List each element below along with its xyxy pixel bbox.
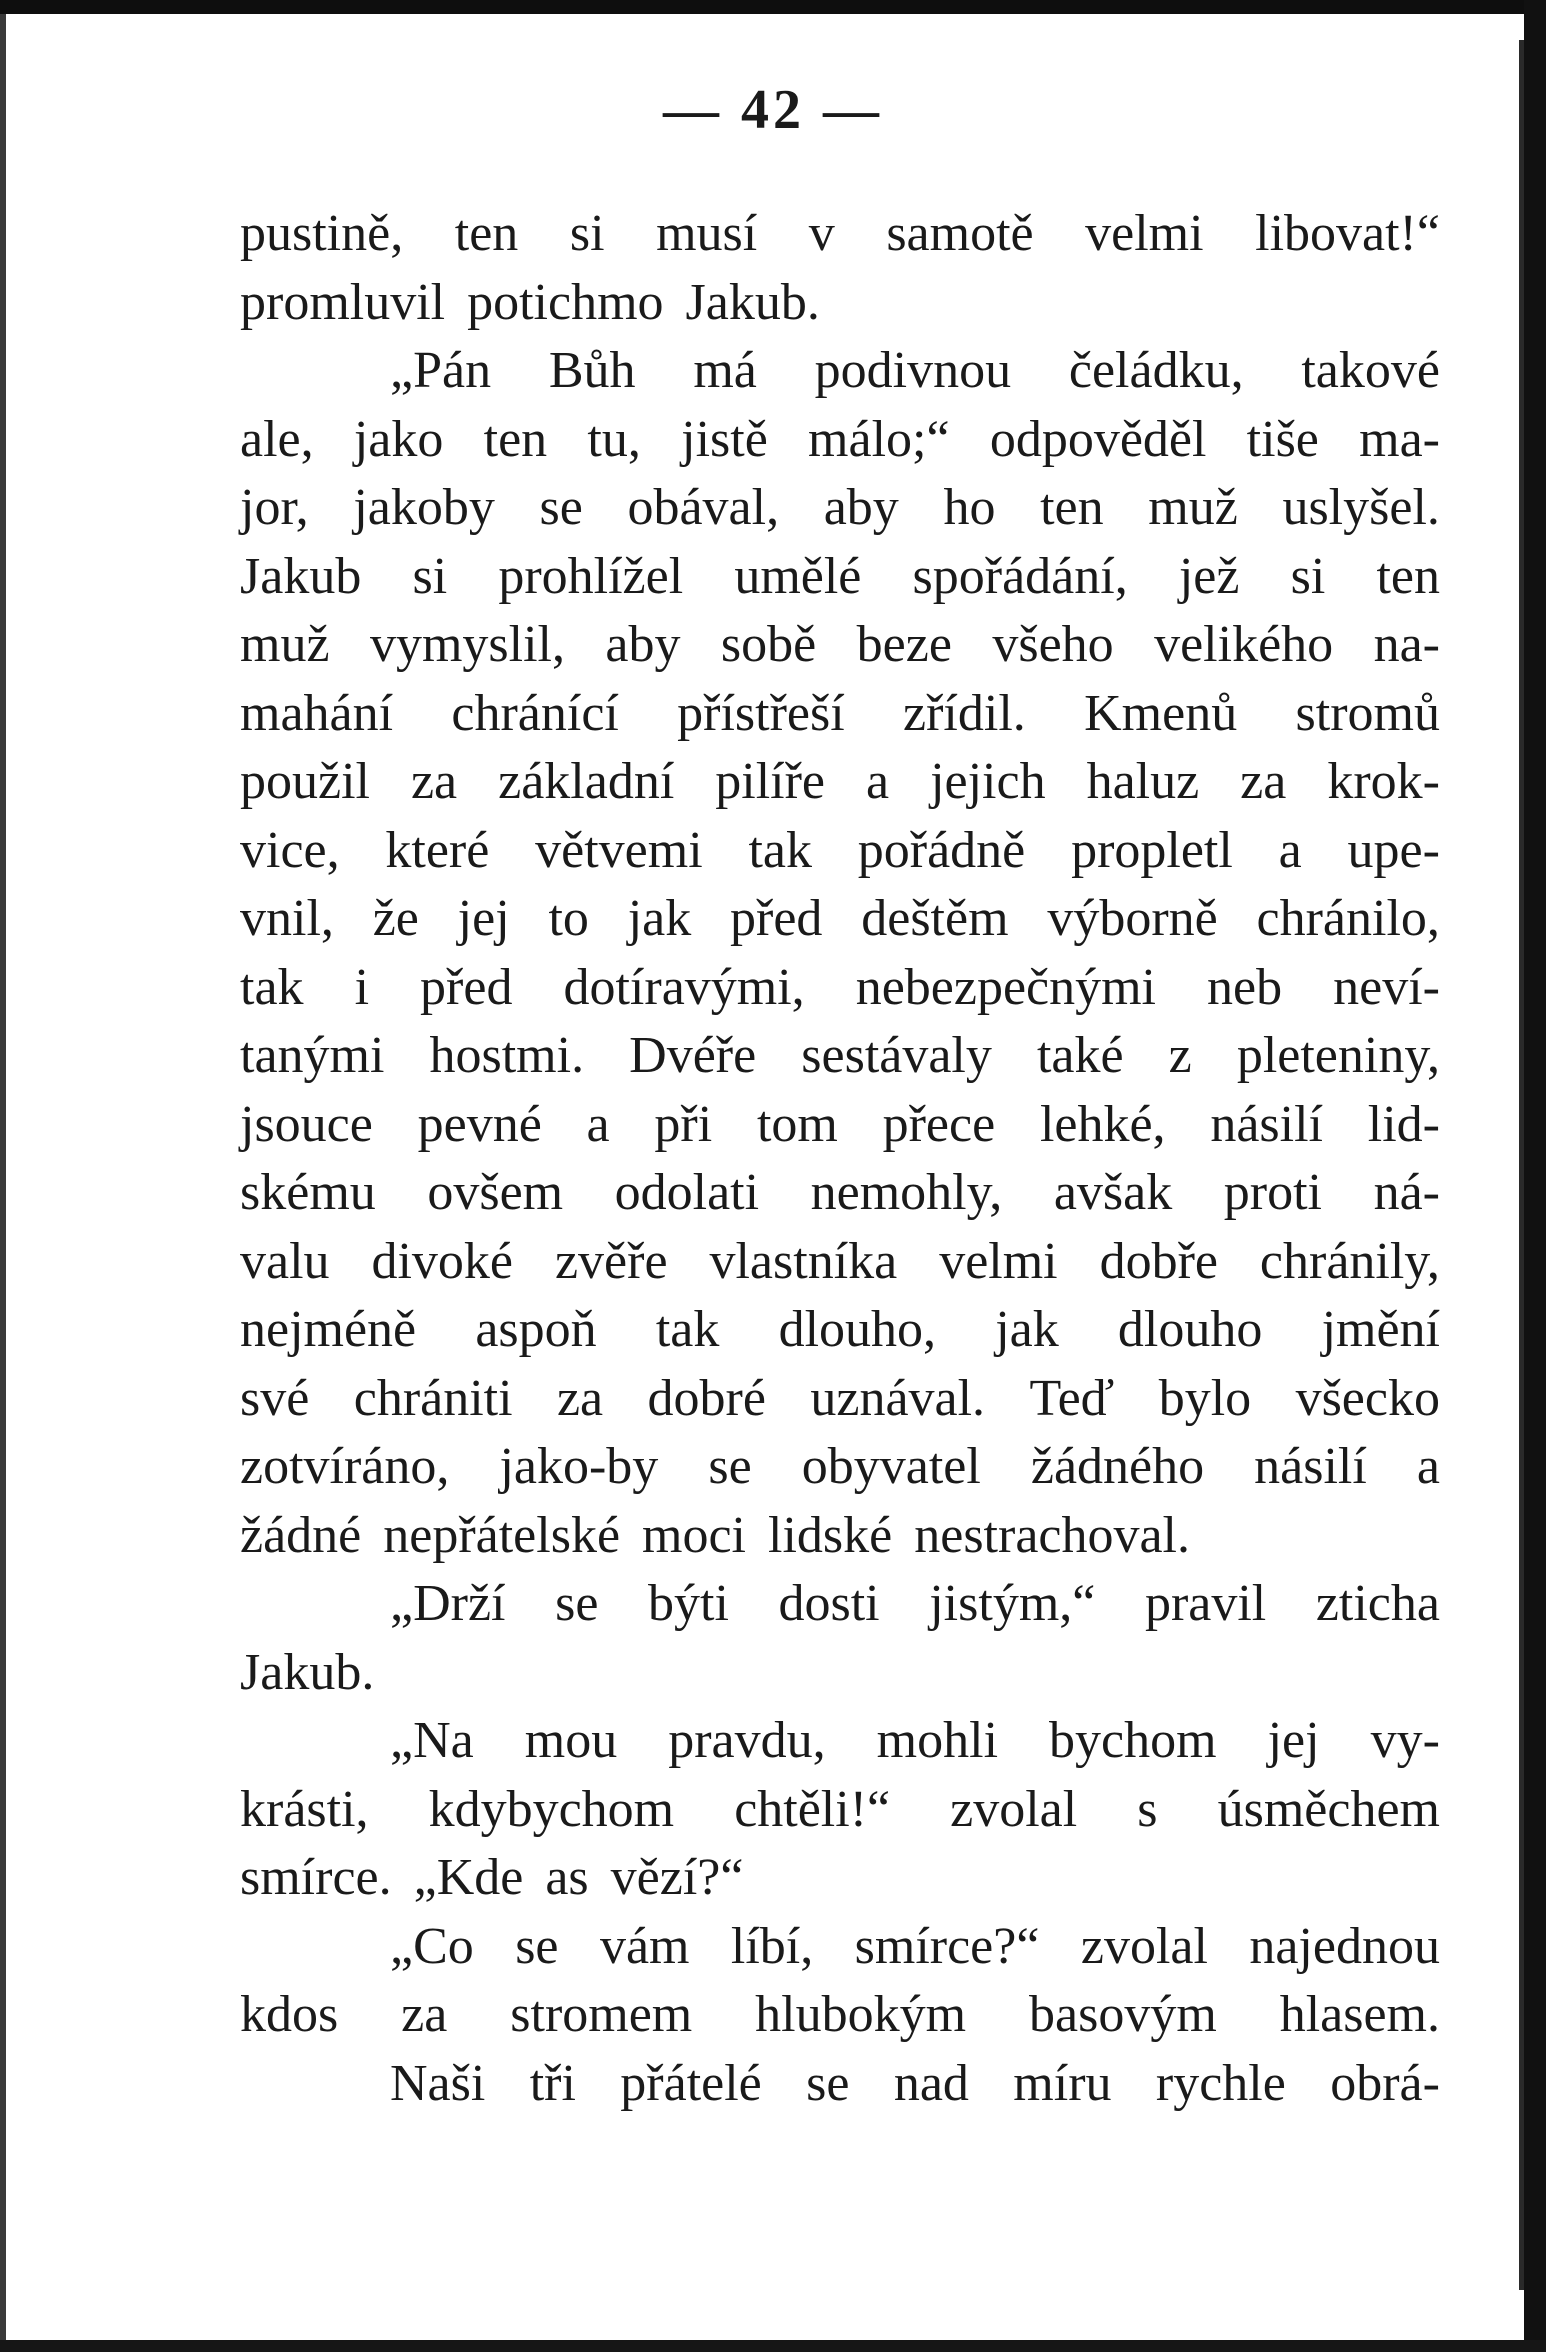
word: aby (605, 616, 681, 673)
word: jež (1178, 547, 1240, 605)
word: Naši (390, 2054, 486, 2112)
word: všeho (992, 616, 1114, 673)
word: obrá- (1330, 2054, 1440, 2112)
word: se (555, 1575, 599, 1632)
word: za (1240, 753, 1287, 810)
word: jej (457, 890, 510, 947)
word: pravil (1144, 1575, 1267, 1632)
word: krásti, (240, 1780, 369, 1838)
word: v (808, 205, 835, 262)
text-line (240, 1228, 1440, 1297)
word: chránící (451, 684, 619, 742)
word: za (556, 1369, 604, 1427)
word: nemohly, (810, 1164, 1003, 1221)
word: Jakub (240, 547, 362, 605)
word: velikého (1154, 616, 1334, 673)
text-line (240, 269, 1440, 338)
word: „Drží (390, 1575, 506, 1632)
word: před (730, 890, 823, 947)
word: mou (524, 1712, 618, 1769)
word: prohlížel (498, 547, 684, 605)
word: žádného (1030, 1438, 1205, 1495)
word: pustině, (240, 205, 404, 262)
word: ten (483, 410, 548, 468)
word: nebezpečnými (855, 958, 1156, 1016)
text-line (240, 1433, 1440, 1502)
word: beze (856, 616, 952, 673)
word: chrániti (353, 1369, 513, 1427)
word: si (1290, 547, 1326, 605)
text-line (240, 1776, 1440, 1845)
text-line (240, 1091, 1440, 1160)
text-line (240, 611, 1440, 680)
word: kdos (240, 1986, 339, 2043)
text-line (240, 1844, 1440, 1913)
word: násilí (1254, 1438, 1367, 1495)
text-line (240, 1981, 1440, 2050)
word: výborně (1047, 890, 1218, 947)
word: propletl (1071, 821, 1233, 879)
scan-edge-bottom (0, 2340, 1546, 2352)
text-line (240, 954, 1440, 1023)
word: si (569, 205, 605, 262)
word: ten (454, 205, 519, 262)
word: valu (240, 1232, 330, 1290)
word: vnil, (240, 890, 334, 947)
word: jsouce (240, 1095, 373, 1153)
word: jak (627, 890, 692, 947)
word: vymyslil, (369, 616, 565, 673)
word: jak (995, 1301, 1059, 1358)
word: jej (1267, 1712, 1320, 1769)
word: uznával. (810, 1369, 986, 1427)
word: potichmo (467, 273, 664, 331)
word: lid- (1367, 1095, 1440, 1153)
text-line (240, 200, 1440, 269)
word: haluz (1086, 753, 1200, 810)
word: při (654, 1095, 713, 1153)
word: míru (1013, 2054, 1112, 2112)
word: ten (1376, 547, 1440, 605)
text-line (240, 337, 1440, 406)
word: za (410, 753, 458, 810)
word: a (1416, 1438, 1440, 1495)
word: moci (642, 1506, 747, 1564)
word: zotvíráno, (240, 1438, 450, 1495)
word: dlouho, (778, 1301, 937, 1358)
word: pravdu, (668, 1712, 826, 1769)
word: ná- (1373, 1164, 1440, 1221)
word: dobře (1099, 1232, 1218, 1290)
word: spořádání, (912, 547, 1128, 605)
word: jako-by (499, 1438, 659, 1495)
word: větvemi (535, 821, 703, 879)
word: a (865, 753, 890, 810)
word: libovat!“ (1255, 205, 1440, 262)
word: najednou (1249, 1917, 1440, 1975)
text-line (240, 1707, 1440, 1776)
word: hlubokým (755, 1986, 967, 2043)
word: jor, (240, 479, 309, 536)
word: podivnou (814, 342, 1012, 399)
word: umělé (734, 547, 862, 605)
word: basovým (1029, 1986, 1217, 2043)
word: nad (893, 2054, 969, 2112)
word: promluvil (240, 273, 446, 331)
scan-edge-right-shadow (1519, 40, 1524, 2290)
word: a (1278, 821, 1302, 879)
word: dobré (647, 1369, 766, 1427)
word: krok- (1327, 753, 1440, 810)
word: i (354, 958, 370, 1016)
word: čeládku, (1068, 342, 1244, 399)
word: přístřeší (677, 684, 845, 742)
word: zvolal (950, 1780, 1078, 1838)
word: Dvéře (629, 1027, 757, 1084)
word: se (539, 479, 583, 536)
word: dotíravými, (563, 958, 805, 1016)
word: dosti (778, 1575, 880, 1632)
word: „Pán (390, 342, 492, 399)
text-line (240, 474, 1440, 543)
word: žádné (240, 1506, 362, 1564)
word: ma- (1359, 410, 1440, 468)
word: tři (529, 2054, 576, 2112)
word: před (420, 958, 513, 1016)
word: zřídil. (903, 684, 1026, 742)
word: Jakub. (240, 1643, 375, 1701)
word: obyvatel (801, 1438, 981, 1495)
word: málo;“ (808, 410, 950, 468)
word: tak (748, 821, 812, 879)
text-line (240, 1159, 1440, 1228)
word: se (806, 2054, 850, 2112)
word: mohli (876, 1712, 999, 1769)
word: vy- (1370, 1712, 1440, 1769)
word: odpověděl (989, 410, 1207, 468)
word: muž (240, 616, 330, 673)
word: hostmi. (429, 1027, 585, 1084)
word: dlouho (1117, 1301, 1263, 1358)
text-line (240, 543, 1440, 612)
word: jakoby (353, 479, 495, 536)
word: bychom (1049, 1712, 1217, 1769)
text-line (240, 1022, 1440, 1091)
word: vlastníka (709, 1232, 898, 1290)
word: smírce. (240, 1849, 392, 1906)
word: přece (882, 1095, 996, 1153)
word: muž (1148, 479, 1238, 536)
word: obával, (627, 479, 780, 536)
word: zvolal (1080, 1917, 1208, 1975)
word: sobě (720, 616, 817, 673)
word: vám (599, 1917, 690, 1975)
word: sestávaly (801, 1027, 992, 1084)
word: své (240, 1369, 310, 1427)
word: na- (1373, 616, 1440, 673)
word: pilíře (715, 753, 825, 810)
text-line (240, 1570, 1440, 1639)
word: úsměchem (1217, 1780, 1440, 1838)
word: že (372, 890, 419, 947)
word: mahání (240, 684, 394, 742)
text-line (240, 680, 1440, 749)
word: uslyšel. (1282, 479, 1440, 536)
word: stromem (510, 1986, 693, 2043)
word: „Kde (413, 1849, 524, 1906)
scan-edge-left (0, 0, 6, 2352)
word: stromů (1295, 684, 1440, 742)
word: si (412, 547, 448, 605)
word: ho (943, 479, 996, 536)
text-line (240, 1296, 1440, 1365)
word: základní (498, 753, 675, 810)
word: se (515, 1917, 559, 1975)
text-line (240, 1365, 1440, 1434)
scan-edge-top (0, 0, 1546, 14)
word: tanými (240, 1027, 385, 1084)
word: tiše (1246, 410, 1319, 468)
word: jmění (1321, 1301, 1440, 1358)
word: zvěře (554, 1232, 668, 1290)
word: aspoň (475, 1301, 597, 1358)
word: ovšem (427, 1164, 564, 1221)
word: za (401, 1986, 448, 2043)
text-line (240, 2050, 1440, 2119)
word: a (586, 1095, 610, 1153)
word: které (385, 821, 490, 879)
word: „Na (390, 1712, 474, 1769)
word: tak (240, 958, 304, 1016)
word: pleteniny, (1236, 1027, 1440, 1084)
word: jejich (930, 753, 1046, 810)
word: chránilo, (1256, 890, 1440, 947)
word: upe- (1347, 821, 1440, 879)
word: zticha (1315, 1575, 1440, 1632)
word: nejméně (240, 1301, 417, 1358)
word: proti (1223, 1164, 1322, 1221)
word: to (548, 890, 589, 947)
word: avšak (1053, 1164, 1173, 1221)
word: vězí?“ (610, 1849, 744, 1906)
scan-edge-right (1524, 0, 1546, 2352)
word: tu, (587, 410, 641, 468)
word: tak (655, 1301, 720, 1358)
word: ale, (240, 410, 314, 468)
word: má (693, 342, 757, 399)
word: kdybychom (428, 1780, 675, 1838)
word: použil (240, 753, 370, 810)
word: odolati (614, 1164, 760, 1221)
text-line (240, 817, 1440, 886)
word: vice, (240, 821, 340, 879)
word: líbí, (730, 1917, 814, 1975)
word: ten (1040, 479, 1104, 536)
word: musí (656, 205, 758, 262)
word: se (708, 1438, 752, 1495)
word: rychle (1155, 2054, 1286, 2112)
word: chránily, (1259, 1232, 1440, 1290)
word: chtěli!“ (734, 1780, 891, 1838)
word: aby (823, 479, 899, 536)
text-line (240, 748, 1440, 817)
text-line (240, 1913, 1440, 1982)
word: deštěm (861, 890, 1009, 947)
word: lehké, (1039, 1095, 1166, 1153)
word: neb (1207, 958, 1283, 1016)
word: takové (1301, 342, 1440, 399)
word: násilí (1210, 1095, 1323, 1153)
word: jistě (681, 410, 768, 468)
word: s (1137, 1780, 1158, 1838)
word: „Co (390, 1917, 474, 1975)
word: z (1168, 1027, 1192, 1084)
word: pevné (417, 1095, 542, 1153)
word: hlasem. (1279, 1986, 1440, 2043)
word: neví- (1333, 958, 1440, 1016)
word: Bůh (548, 342, 636, 399)
word: smírce?“ (854, 1917, 1040, 1975)
body-text (240, 200, 1440, 2118)
word: velmi (939, 1232, 1058, 1290)
word: pořádně (857, 821, 1026, 879)
word: as (545, 1849, 589, 1906)
text-line (240, 1639, 1440, 1708)
word: přátelé (620, 2054, 762, 2112)
word: Kmenů (1084, 684, 1238, 742)
word: bylo (1158, 1369, 1252, 1427)
word: jako (353, 410, 444, 468)
word: jistým,“ (929, 1575, 1096, 1632)
text-line (240, 406, 1440, 475)
word: Teď (1029, 1369, 1115, 1427)
text-line (240, 1502, 1440, 1571)
word: také (1036, 1027, 1124, 1084)
word: lidské (768, 1506, 893, 1564)
word: samotě (886, 205, 1034, 262)
word: skému (240, 1164, 376, 1221)
page-number: — 42 — (663, 79, 883, 141)
word: všecko (1295, 1369, 1440, 1427)
word: nestrachoval. (914, 1506, 1191, 1564)
word: nepřátelské (383, 1506, 621, 1564)
word: býti (648, 1575, 729, 1632)
word: velmi (1085, 205, 1204, 262)
word: Jakub. (685, 273, 820, 331)
word: divoké (371, 1232, 514, 1290)
word: tom (756, 1095, 838, 1153)
text-line (240, 885, 1440, 954)
